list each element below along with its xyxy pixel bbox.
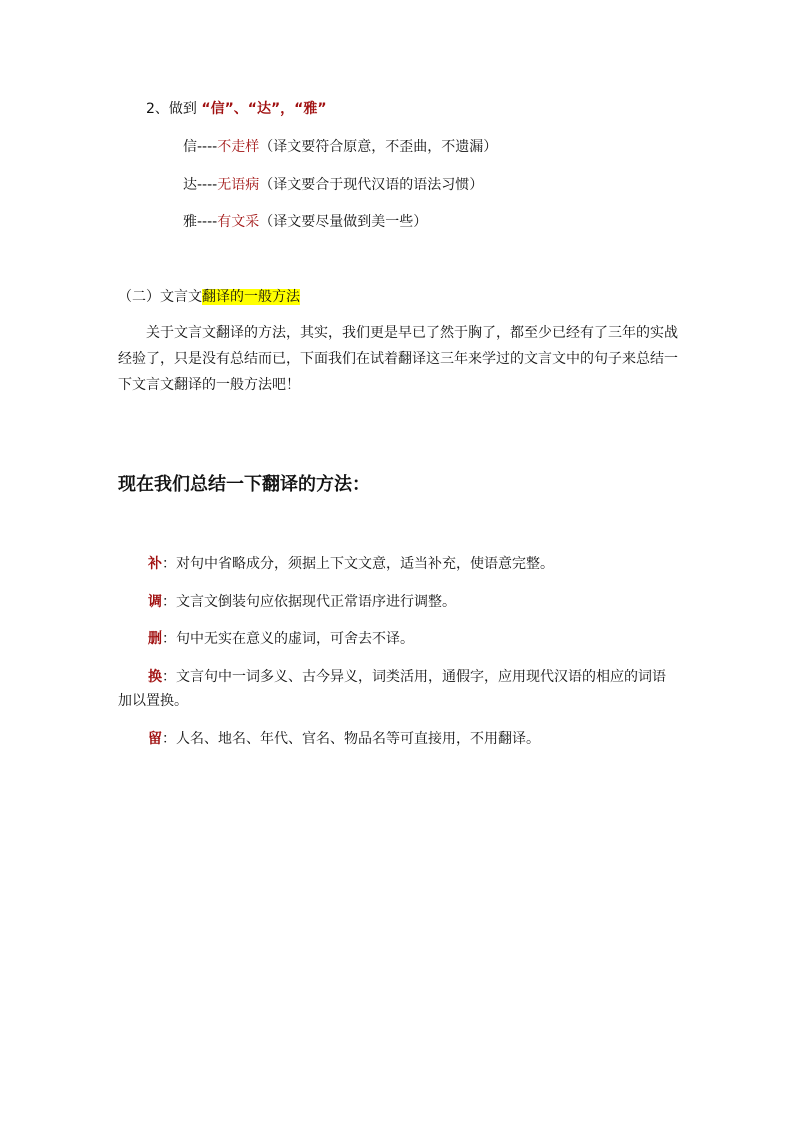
method-key: 留 — [148, 731, 162, 747]
method-key: 删 — [148, 631, 162, 647]
criteria-char: 雅 — [183, 214, 197, 230]
method-item-shan — [118, 627, 678, 651]
criteria-explain: （译文要符合原意，不歪曲，不遗漏） — [259, 139, 498, 155]
criteria-dash: ---- — [197, 214, 218, 230]
criteria-explain: （译文要尽量做到美一些） — [259, 214, 428, 230]
method-text: ：对句中省略成分，须据上下文文意，适当补充，使语意完整。 — [162, 556, 554, 572]
method-text: ：句中无实在意义的虚词，可舍去不译。 — [162, 631, 414, 647]
method-key: 调 — [148, 594, 162, 610]
criteria-item-xin — [183, 136, 497, 156]
method-text: ：文言句中一词多义、古今异义，词类活用，通假字，应用现代汉语的相应的词语加以置换。 — [118, 669, 666, 709]
method-item-huan — [118, 665, 678, 713]
criteria-term: 有文采 — [217, 214, 260, 230]
section2-heading-plain: （二）文言文 — [118, 289, 202, 305]
method-text: ：人名、地名、年代、官名、物品名等可直接用，不用翻译。 — [162, 731, 540, 747]
criteria-item-ya — [183, 211, 427, 231]
method-key: 补 — [148, 556, 162, 572]
method-item-bu — [118, 552, 678, 576]
criteria-explain: （译文要合于现代汉语的语法习惯） — [259, 177, 484, 193]
section2-heading-highlight: 翻译的一般方法 — [202, 289, 300, 305]
criteria-item-da — [183, 174, 483, 194]
criteria-term: 不走样 — [217, 139, 260, 155]
criteria-dash: ---- — [197, 177, 218, 193]
criteria-char: 达 — [183, 177, 197, 193]
method-key: 换 — [148, 669, 162, 685]
method-text: ：文言文倒装句应依据现代正常语序进行调整。 — [162, 594, 456, 610]
criteria-char: 信 — [183, 139, 197, 155]
summary-title: 现在我们总结一下翻译的方法： — [118, 474, 370, 495]
intro-paragraph: 关于文言文翻译的方法，其实，我们更是早已了然于胸了，都至少已经有了三年的实战经验了，只是没有总结而已，下面我们在试着翻译这三年来学过的文言文中的句子来总结一下文言文翻译的一般方法吧！ — [118, 325, 678, 393]
section2-heading — [118, 286, 300, 306]
section1-heading-prefix: 2、做到 — [146, 101, 197, 117]
criteria-dash: ---- — [197, 139, 218, 155]
section1-heading — [146, 98, 327, 118]
criteria-term: 无语病 — [217, 177, 260, 193]
section1-heading-terms: “信”、“达”，“雅” — [201, 101, 327, 117]
method-item-tiao — [118, 590, 678, 614]
method-item-liu — [118, 727, 678, 751]
